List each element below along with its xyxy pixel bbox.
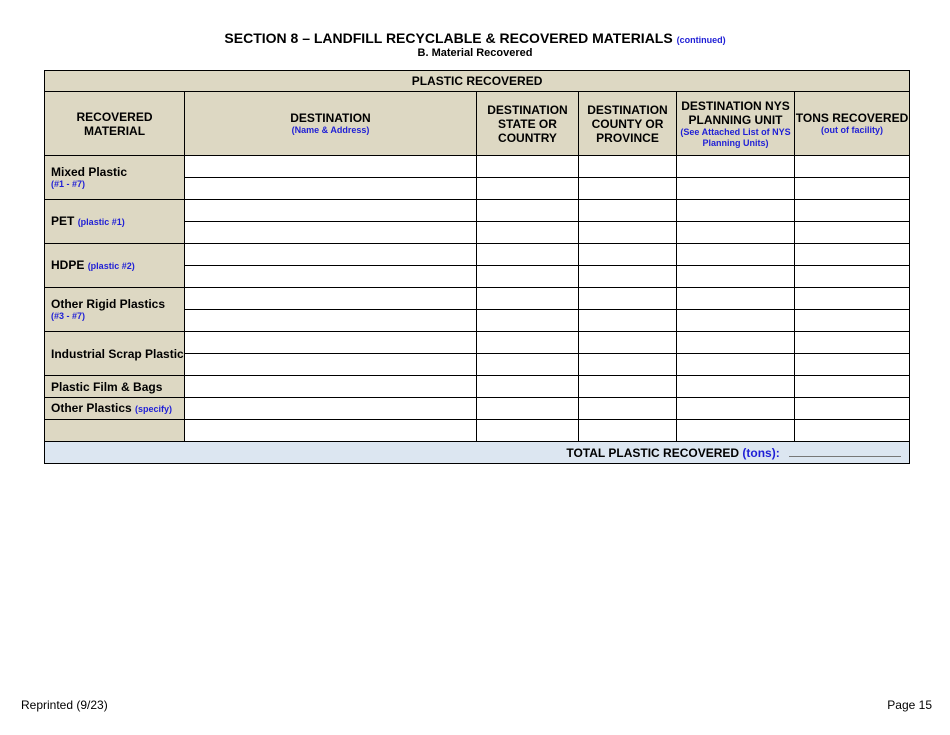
col-header-material: RECOVERED MATERIAL	[45, 92, 185, 156]
nys-cell[interactable]	[677, 178, 795, 200]
tons-cell[interactable]	[795, 310, 910, 332]
county-cell[interactable]	[579, 398, 677, 420]
material-industrial-scrap-plastic: Industrial Scrap Plastic	[45, 332, 185, 376]
col-header-state: DESTINATION STATE OR COUNTRY	[477, 92, 579, 156]
tons-cell[interactable]	[795, 200, 910, 222]
destination-cell[interactable]	[185, 420, 477, 442]
state-cell[interactable]	[477, 310, 579, 332]
destination-cell[interactable]	[185, 266, 477, 288]
state-cell[interactable]	[477, 200, 579, 222]
nys-cell[interactable]	[677, 200, 795, 222]
state-cell[interactable]	[477, 354, 579, 376]
material-other-specify-input[interactable]	[45, 420, 185, 442]
county-cell[interactable]	[579, 244, 677, 266]
tons-cell[interactable]	[795, 332, 910, 354]
plastic-recovered-table	[44, 70, 910, 464]
reprinted-date: Reprinted (9/23)	[21, 698, 108, 712]
tons-cell[interactable]	[795, 420, 910, 442]
material-pet: PET (plastic #1)	[45, 200, 185, 244]
col-header-nys: DESTINATION NYS PLANNING UNIT (See Attached List of NYS Planning Units)	[677, 92, 795, 156]
tons-cell[interactable]	[795, 376, 910, 398]
county-cell[interactable]	[579, 354, 677, 376]
col-header-destination: DESTINATION (Name & Address)	[185, 92, 477, 156]
page-number: Page 15	[887, 698, 932, 712]
nys-cell[interactable]	[677, 420, 795, 442]
total-unit: (tons):	[742, 445, 780, 460]
destination-cell[interactable]	[185, 310, 477, 332]
destination-cell[interactable]	[185, 200, 477, 222]
destination-cell[interactable]	[185, 156, 477, 178]
nys-cell[interactable]	[677, 288, 795, 310]
total-plastic-recovered-row	[45, 442, 910, 464]
title-text: SECTION 8 – LANDFILL RECYCLABLE & RECOVERED MATERIALS	[224, 30, 673, 46]
tons-cell[interactable]	[795, 244, 910, 266]
destination-note: (Name & Address)	[291, 125, 370, 135]
tons-cell[interactable]	[795, 398, 910, 420]
nys-cell[interactable]	[677, 244, 795, 266]
material-hdpe: HDPE (plastic #2)	[45, 244, 185, 288]
nys-cell[interactable]	[677, 354, 795, 376]
county-cell[interactable]	[579, 222, 677, 244]
destination-cell[interactable]	[185, 288, 477, 310]
nys-cell[interactable]	[677, 376, 795, 398]
tons-cell[interactable]	[795, 266, 910, 288]
county-cell[interactable]	[579, 288, 677, 310]
state-cell[interactable]	[477, 332, 579, 354]
col-header-tons: TONS RECOVERED (out of facility)	[795, 92, 910, 156]
nys-cell[interactable]	[677, 332, 795, 354]
nys-cell[interactable]	[677, 398, 795, 420]
page-subtitle: B. Material Recovered	[417, 47, 533, 59]
tons-cell[interactable]	[795, 288, 910, 310]
county-cell[interactable]	[579, 156, 677, 178]
nys-cell[interactable]	[677, 310, 795, 332]
county-cell[interactable]	[579, 310, 677, 332]
total-input-line[interactable]	[789, 447, 901, 457]
section-title: PLASTIC RECOVERED	[45, 71, 910, 92]
state-cell[interactable]	[477, 398, 579, 420]
nys-cell[interactable]	[677, 156, 795, 178]
destination-cell[interactable]	[185, 332, 477, 354]
county-cell[interactable]	[579, 376, 677, 398]
nys-cell[interactable]	[677, 266, 795, 288]
state-cell[interactable]	[477, 222, 579, 244]
tons-cell[interactable]	[795, 156, 910, 178]
county-cell[interactable]	[579, 178, 677, 200]
state-cell[interactable]	[477, 266, 579, 288]
state-cell[interactable]	[477, 156, 579, 178]
material-other-plastics: Other Plastics (specify)	[45, 398, 185, 420]
nys-cell[interactable]	[677, 222, 795, 244]
state-cell[interactable]	[477, 178, 579, 200]
nys-note: (See Attached List of NYS Planning Units)	[680, 126, 791, 148]
destination-cell[interactable]	[185, 244, 477, 266]
tons-cell[interactable]	[795, 354, 910, 376]
tons-cell[interactable]	[795, 222, 910, 244]
col-header-county: DESTINATION COUNTY OR PROVINCE	[579, 92, 677, 156]
county-cell[interactable]	[579, 420, 677, 442]
state-cell[interactable]	[477, 244, 579, 266]
material-plastic-film-bags: Plastic Film & Bags	[45, 376, 185, 398]
total-label: TOTAL PLASTIC RECOVERED	[566, 445, 740, 460]
destination-cell[interactable]	[185, 398, 477, 420]
county-cell[interactable]	[579, 200, 677, 222]
destination-cell[interactable]	[185, 222, 477, 244]
tons-cell[interactable]	[795, 178, 910, 200]
continued-note: (continued)	[676, 35, 726, 45]
destination-cell[interactable]	[185, 354, 477, 376]
county-cell[interactable]	[579, 266, 677, 288]
material-other-rigid-plastics: Other Rigid Plastics (#3 - #7)	[45, 288, 185, 332]
state-cell[interactable]	[477, 376, 579, 398]
destination-cell[interactable]	[185, 376, 477, 398]
destination-cell[interactable]	[185, 178, 477, 200]
material-mixed-plastic: Mixed Plastic (#1 - #7)	[45, 156, 185, 200]
county-cell[interactable]	[579, 332, 677, 354]
tons-note: (out of facility)	[821, 125, 884, 135]
state-cell[interactable]	[477, 420, 579, 442]
state-cell[interactable]	[477, 288, 579, 310]
